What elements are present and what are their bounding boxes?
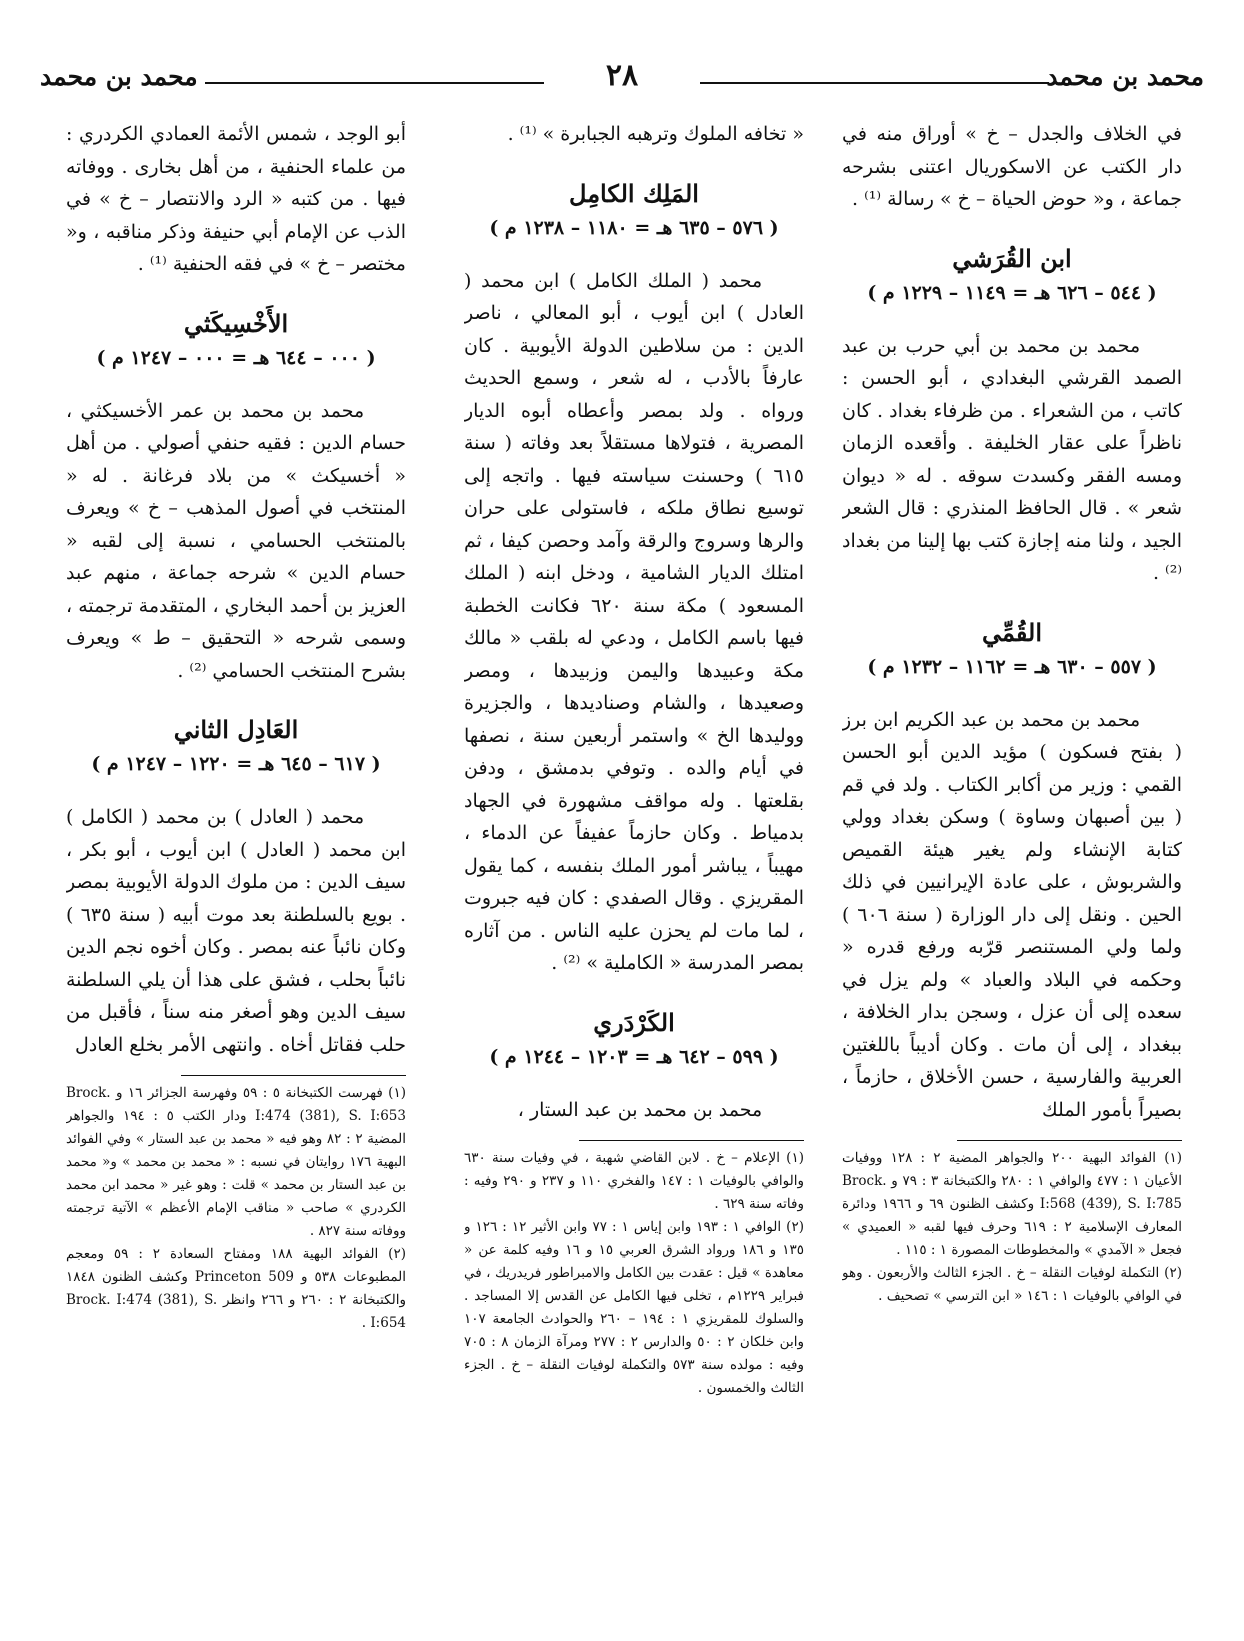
entry-continuation-text: « تخافه الملوك وترهبه الجبابرة » ⁽¹⁾ . [507,123,804,145]
entry-body: محمد بن محمد بن عمر الأخسيكثي ، حسام الدين : فقيه حنفي أصولي . من أهل « أخسيكث » من بلاد فرغانة . له « المنتخب في أصول المذهب – خ » ويعرف بالمنتخب الحسامي ، نسبة إلى لقبه « حسام الدين » شرحه جماعة ، منهم عبد العزيز بن أحمد البخاري ، المتقدمة ترجمته ، وسمى شرحه « التحقيق – ط » ويعرف بشرح المنتخب الحسامي ⁽²⁾ . [66,399,406,682]
footnote: (٢) الفوائد البهية ١٨٨ ومفتاح السعادة ٢ : ٥٩ ومعجم المطبوعات ٥٣٨ و Princeton 509 وكشف الظنون ١٨٤٨ والكتبخانة ٢ : ٢٦٠ و ٢٦٦ وانظر Brock. I:474 (381), S. I:654 . [66,1246,406,1331]
text-column-left [66,118,406,1608]
header-rule-left [205,82,544,84]
footnote: (١) الإعلام – خ . لابن القاضي شهبة ، في وفيات سنة ٦٣٠ والوافي بالوفيات ١ : ١٤٧ والفخري ١١٠ و ٢٣٧ و ٢٩٠ وفيه : وفاته سنة ٦٢٩ . [464,1150,804,1212]
footnote-separator [957,1140,1182,1141]
entry-dates: ( ٦١٧ – ٦٤٥ هـ = ١٢٢٠ – ١٢٤٧ م ) [91,753,381,775]
entry-title-ibn-al-qurashi: ابن القُرَشي [952,243,1072,273]
footnote: (٢) التكملة لوفيات النقلة – خ . الجزء الثالث والأربعون . وهو في الوافي بالوفيات ١ : ١٤٦ « ابن الترسي » تصحيف . [842,1265,1182,1304]
text-column-middle [464,118,804,1608]
entry-body: محمد ( العادل ) بن محمد ( الكامل ) ابن محمد ( العادل ) ابن أيوب ، أبو بكر ، سيف الدين : من ملوك الدولة الأيوبية بمصر . بويع بالسلطنة بعد موت أبيه ( سنة ٦٣٥ ) وكان نائباً عنه بمصر . وكان أخوه نجم الدين نائباً بحلب ، فشق على هذا أن يلي السلطنة سيف الدين وهو أصغر منه سناً ، فأقبل من حلب فقاتل أخاه . وانتهى الأمر بخلع العادل [66,806,406,1056]
entry-title-al-malik-al-kamil: المَلِك الكامِل [569,178,699,208]
entry-body: محمد بن محمد بن أبي حرب بن عبد الصمد القرشي البغدادي ، أبو الحسن : كاتب ، من الشعراء . من ظرفاء بغداد . كان ناظراً على عقار الخليفة . وأقعده الزمان ومسه الفقر وكسدت سوقه . له « ديوان شعر » . قال الحافظ المنذري : قال الشعر الجيد ، ولنا منه إجازة كتب بها إلينا من بغداد ⁽²⁾ . [842,334,1182,584]
entry-dates: ( ٥٩٩ – ٦٤٢ هـ = ١٢٠٣ – ١٢٤٤ م ) [489,1045,779,1068]
page-number: ٢٨ [594,58,650,93]
footnote: (١) فهرست الكتبخانة ٥ : ٥٩ وفهرسة الجزائر ١٦ و Brock. I:474 (381), S. I:653 ودار الكتب ٥ : ١٩٤ والجواهر المضية ٢ : ٨٢ وهو فيه « محمد بن عبد الستار » وفي الفوائد البهية ١٧٦ روايتان في نسبه : « محمد بن محمد » و« محمد بن عبد الستار بن محمد » قلت : وهو غير « محمد ابن محمد الكردري » صاحب « مناقب الإمام الأعظم » الآتية ترجمته ووفاته سنة ٨٢٧ . [66,1085,406,1239]
entry-continuation-text: في الخلاف والجدل – خ » أوراق منه في دار الكتب عن الاسكوريال اعتنى بشرحه جماعة ، و« حوض الحياة – خ » رسالة ⁽¹⁾ . [842,123,1182,210]
text-column-right [842,118,1182,1608]
footnote: (١) الفوائد البهية ٢٠٠ والجواهر المضية ٢ : ١٢٨ ووفيات الأعيان ١ : ٤٧٧ والوافي ١ : ٢٨٠ والكتبخانة ٣ : ٧٩ و Brock. I:568 (439), S. I:785 وكشف الظنون ٦٩ و ١٩٦٦ ودائرة المعارف الإسلامية ٢ : ٦١٩ وحرف فيها لقبه « العميدي » فجعل « الآمدي » والمخطوطات المصورة ١ : ١١٥ . [842,1150,1182,1258]
running-title-left: محمد بن محمد [40,62,198,91]
entry-body: محمد ( الملك الكامل ) ابن محمد ( العادل ) ابن أيوب ، أبو المعالي ، ناصر الدين : من سلاطين الدولة الأيوبية . كان عارفاً بالأدب ، له شعر ، وسمع الحديث ورواه . ولد بمصر وأعطاه أبوه الديار المصرية ، فتولاها مستقلاً بعد وفاته ( سنة ٦١٥ ) وحسنت سياسته فيها . واتجه إلى توسيع نطاق ملكه ، فاستولى على حران والرها وسروج والرقة وآمد وحصن كيفا ، ثم امتلك الديار الشامية ، ودخل ابنه ( الملك المسعود ) مكة سنة ٦٢٠ فكانت الخطبة فيها باسم الكامل ، ودعي له بلقب « مالك مكة وعبيدها واليمن وزبيدها ، ومصر وصعيدها ، والشام وصناديدها ، والجزيرة ووليدها الخ » واستمر أربعين سنة ، نصفها في أيام والده . وتوفي بدمشق ، ودفن بقلعتها . وله مواقف مشهورة في الجهاد بدمياط . وكان حازماً عفيفاً عن الدماء ، مهيباً ، يباشر أمور الملك بنفسه ، كما يقول المقريزي . وقال الصفدي : كان فيه جبروت ، لما مات لم يحزن عليه الناس . من آثاره بمصر المدرسة « الكاملية » ⁽²⁾ . [464,269,804,974]
footnote: (٢) الوافي ١ : ١٩٣ وابن إياس ١ : ٧٧ وابن الأثير ١٢ : ١٢٦ و ١٣٥ و ١٨٦ ورواد الشرق العربي ١٥ و ١٦ وفيه كلمة عن « معاهدة » قيل : عقدت بين الكامل والامبراطور فريدريك ، في فبراير ١٢٢٩م ، تخلى فيها الكامل عن القدس إلا المساجد . والسلوك للمقريزي ١ : ١٩٤ – ٢٦٠ والحوادث الجامعة ١٠٧ وابن خلكان ٢ : ٥٠ والدارس ٢ : ٢٧٧ ومرآة الزمان ٨ : ٧٠٥ وفيه : مولده سنة ٥٧٣ والتكملة لوفيات النقلة – خ . الجزء الثالث والخمسون . [464,1219,804,1396]
footnote-separator [181,1075,406,1076]
entry-dates: ( ٠٠٠ – ٦٤٤ هـ = ٠٠٠ – ١٢٤٧ م ) [96,346,376,369]
entry-dates: ( ٥٥٧ – ٦٣٠ هـ = ١١٦٢ – ١٢٣٢ م ) [867,655,1157,678]
header-rule-right [700,82,1049,84]
entry-body: محمد بن محمد بن عبد الستار ، [517,1098,763,1121]
entry-body: محمد بن محمد بن عبد الكريم ابن برز ( بفتح فسكون ) مؤيد الدين أبو الحسن القمي : وزير من أكابر الكتاب . ولد في قم ( بين أصبهان وساوة ) وسكن بغداد وولي كتابة الإنشاء ولم يغير هيئة القميص والشربوش ، على عادة الإيرانيين في ذلك الحين . ونقل إلى دار الوزارة ( سنة ٦٠٦ ) ولما ولي المستنصر قرّبه ورفع قدره « وحكمه في البلاد والعباد » ولم يزل في سعده إلى أن عزل ، وسجن بدار الخلافة ، ببغداد ، إلى أن مات . وكان أديباً باللغتين العربية والفارسية ، حسن الأخلاق ، حازماً ، بصيراً بأمور الملك [842,708,1182,1121]
entry-dates: ( ٥٧٦ – ٦٣٥ هـ = ١١٨٠ – ١٢٣٨ م ) [489,216,779,239]
entry-title-al-adil-al-thani: العَادِل الثاني [173,715,299,744]
entry-dates: ( ٥٤٤ – ٦٢٦ هـ = ١١٤٩ – ١٢٢٩ م ) [867,281,1157,304]
entry-title-al-akhsikathi: الأَخْسِيكَثي [183,308,289,338]
entry-title-al-qummi: القُمِّي [982,617,1042,647]
footnote-separator [579,1140,804,1141]
running-header [40,58,1204,108]
entry-title-al-kardari: الكَرْدَري [593,1007,675,1037]
entry-continuation-text: أبو الوجد ، شمس الأئمة العمادي الكردري : من علماء الحنفية ، من أهل بخارى . ووفاته فيها . من كتبه « الرد والانتصار – خ » في الذب عن الإمام أبي حنيفة وذكر مناقبه ، و« مختصر – خ » في فقه الحنفية ⁽¹⁾ . [66,123,406,275]
running-title-right: محمد بن محمد [1046,62,1204,91]
